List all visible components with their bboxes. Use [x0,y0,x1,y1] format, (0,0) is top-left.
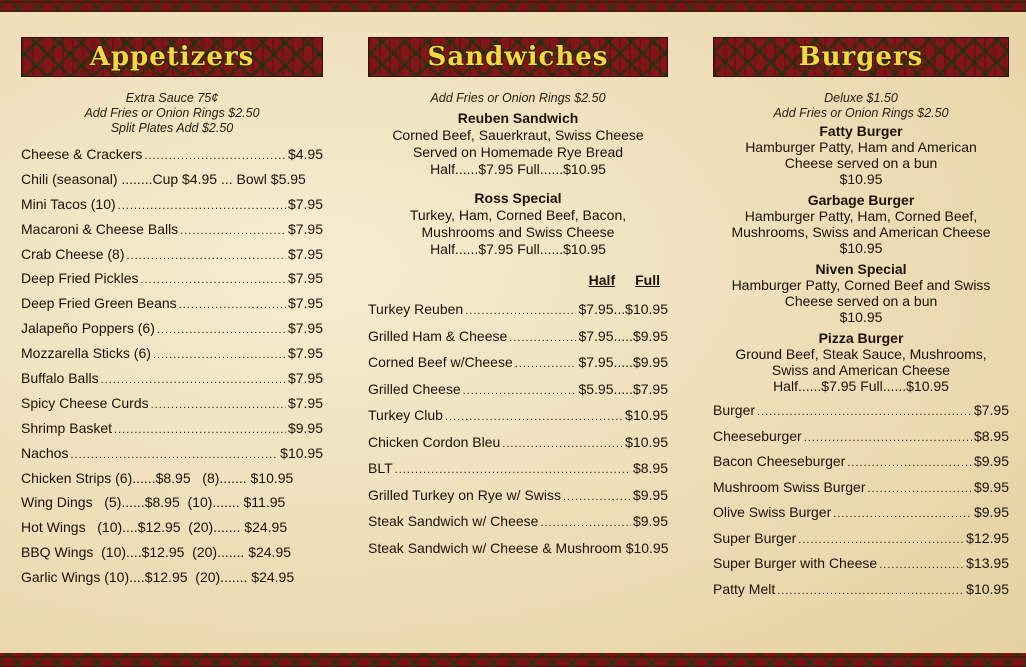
menu-item-price: $4.95 [287,146,323,162]
dot-leader [804,424,972,452]
menu-item-row [21,192,323,217]
full-label: Full [635,272,660,288]
dot-leader [777,577,964,605]
menu-item-price: $8.95 [973,427,1009,444]
menu-item-row [368,296,668,323]
appetizers-column [21,37,323,590]
dot-leader [540,508,631,537]
dot-leader [153,341,286,368]
menu-item-name: Crab Cheese (8) [21,245,125,262]
menu-item-row [21,291,323,316]
menu-item-name: Garlic Wings (10)....$12.95 (20)....... $24.95 [21,569,295,586]
special-item [713,261,1009,325]
appetizers-notes [21,91,323,136]
sandwiches-title: Sandwiches [427,42,609,72]
menu-item-name: Nachos [21,444,69,461]
menu-item-row [713,449,1009,475]
dot-leader [118,192,286,219]
dot-leader [879,551,964,579]
menu-item-price: $10.95 [280,444,323,461]
menu-item-price: $7.95.....$9.95 [578,354,668,370]
menu-item-row [368,429,668,456]
menu-item-name: Super Burger [713,529,797,546]
menu-item-row [368,535,668,562]
dot-leader [502,429,623,458]
dot-leader [179,291,286,318]
appetizers-note: Add Fries or Onion Rings $2.50 [84,106,260,120]
dot-leader [144,142,286,169]
menu-item-name: Mushroom Swiss Burger [713,478,866,495]
special-description: Corned Beef, Sauerkraut, Swiss Cheese [392,127,644,143]
menu-item-price: $9.95 [632,486,668,503]
burgers-list [713,398,1009,602]
special-description: $10.95 [839,240,883,256]
menu-item-price: $9.95 [973,453,1009,469]
menu-item-name: Jalapeño Poppers (6) [21,320,155,337]
menu-item-name: Buffalo Balls [21,370,99,387]
menu-item-name: Cheese & Crackers [21,146,143,162]
burgers-note: Add Fries or Onion Rings $2.50 [773,106,949,120]
menu-item-row [21,540,323,565]
menu-item-price: $12.95 [966,529,1009,546]
menu-item-row [368,508,668,535]
special-title: Garbage Burger [807,192,915,208]
special-item [713,330,1009,394]
menu-item-name: Hot Wings (10)....$12.95 (20)....... $24.95 [21,519,288,536]
tartan-border-bottom [0,653,1026,667]
menu-item-name: BLT [368,460,393,476]
menu-item-name: Shrimp Basket [21,419,113,436]
menu-item-price: $10.95 [625,433,668,450]
burgers-note: Deluxe $1.50 [824,91,898,105]
menu-item-name: Chicken Strips (6)......$8.95 (8)....... $10.95 [21,469,294,486]
menu-item-row [21,490,323,515]
appetizers-banner [21,37,323,77]
special-description: Hamburger Patty, Ham, Corned Beef, [744,208,978,224]
dot-leader [509,323,576,352]
dot-leader [141,266,286,293]
menu-item-row [368,349,668,376]
menu-item-row [713,500,1009,526]
special-description: Hamburger Patty, Ham and American [745,139,977,155]
special-item [713,192,1009,256]
menu-item-name: Steak Sandwich w/ Cheese & Mushroom [368,539,622,556]
special-title: Reuben Sandwich [457,110,579,126]
menu-item-row [21,466,323,491]
special-title: Fatty Burger [819,123,903,139]
menu-item-row [713,475,1009,501]
menu-item-price: $7.95.....$9.95 [578,327,668,344]
menu-item-price: $10.95 [625,407,668,423]
menu-item-row [21,266,323,291]
burgers-title: Burgers [798,42,924,72]
special-description: Served on Homemade Rye Bread [412,144,624,160]
burgers-specials [713,123,1009,394]
menu-item-price: $7.95 [973,402,1009,418]
menu-item-name: Patty Melt [713,580,776,597]
menu-item-row [713,577,1009,603]
dot-leader [833,500,972,528]
special-description: Cheese served on a bun [784,293,938,309]
dot-leader [180,217,286,244]
menu-item-price: $7.95 [287,195,323,212]
special-description: Turkey, Ham, Corned Beef, Bacon, [409,207,627,223]
menu-item-name: BBQ Wings (10)....$12.95 (20)....... $24.95 [21,544,292,561]
tartan-border-top [0,0,1026,12]
special-description: Hamburger Patty, Corned Beef and Swiss [731,277,991,293]
menu-item-name: Chili (seasonal) ........Cup $4.95 ... Bowl $5.95 [21,170,306,187]
menu-item-price: $9.95 [973,478,1009,495]
dot-leader [395,455,631,484]
menu-item-name: Mini Tacos (10) [21,195,116,212]
sandwiches-note: Add Fries or Onion Rings $2.50 [430,91,606,105]
dot-leader [101,366,286,393]
menu-item-price: $9.95 [973,504,1009,520]
dot-leader [114,416,286,443]
menu-item-row [368,455,668,482]
menu-item-name: Grilled Turkey on Rye w/ Swiss [368,486,561,503]
menu-item-name: Spicy Cheese Curds [21,394,149,411]
menu-item-price: $8.95 [632,460,668,476]
dot-leader [70,441,278,468]
dot-leader [465,296,576,325]
menu-item-row [713,424,1009,450]
dot-leader [157,316,286,343]
menu-item-name: Wing Dings (5)......$8.95 (10)....... $11.95 [21,494,286,511]
menu-item-row [713,398,1009,424]
menu-item-name: Deep Fried Pickles [21,270,139,287]
menu-item-name: Steak Sandwich w/ Cheese [368,513,539,529]
special-description: Mushrooms, Swiss and American Cheese [731,224,991,240]
menu-item-price: $5.95.....$7.95 [578,380,668,397]
menu-item-name: Mozzarella Sticks (6) [21,345,151,362]
menu-item-price: $7.95 [287,220,323,237]
menu-item-row [21,217,323,242]
special-title: Ross Special [474,190,562,206]
menu-item-name: Grilled Cheese [368,380,461,397]
menu-item-price: $7.95 [287,270,323,287]
dot-leader [445,402,623,431]
dot-leader [868,475,972,503]
special-title: Pizza Burger [818,330,904,346]
menu-item-row [21,167,323,192]
menu-item-row [713,526,1009,552]
menu-item-row [21,515,323,540]
menu-item-name: Chicken Cordon Bleu [368,433,501,450]
menu-item-name: Burger [713,402,756,418]
menu-item-name: Super Burger with Cheese [713,555,878,571]
special-description: Half......$7.95 Full......$10.95 [773,378,949,394]
menu-item-row [21,316,323,341]
dot-leader [798,526,964,554]
sandwiches-specials [368,110,668,258]
dot-leader [757,398,972,426]
dot-leader [515,349,577,378]
half-full-header [368,272,668,294]
menu-item-price: $7.95 [287,295,323,312]
special-description: Half......$7.95 Full......$10.95 [430,241,606,257]
menu-item-row [21,341,323,366]
menu-item-row [21,366,323,391]
menu-item-row [368,402,668,429]
menu-item-name: Deep Fried Green Beans [21,295,177,312]
menu-item-name: Grilled Ham & Cheese [368,327,508,344]
menu-item-price: $7.95 [287,345,323,362]
sandwiches-column [368,37,668,561]
menu-item-row [21,416,323,441]
burgers-banner [713,37,1009,77]
menu-item-price: $10.95 [625,539,669,556]
special-item [713,123,1009,187]
menu-item-row [713,551,1009,577]
menu-item-price: $9.95 [632,513,668,529]
menu-item-name: Olive Swiss Burger [713,504,832,520]
appetizers-list [21,142,323,590]
sandwiches-banner [368,37,668,77]
special-item [368,190,668,258]
menu-item-price: $7.95...$10.95 [578,301,668,317]
special-item [368,110,668,178]
menu-item-name: Turkey Reuben [368,301,464,317]
menu-item-price: $7.95 [287,394,323,411]
appetizers-title: Appetizers [89,42,255,72]
half-label: Half [588,272,616,288]
special-description: $10.95 [839,171,883,187]
menu-item-name: Bacon Cheeseburger [713,453,846,469]
menu-item-row [21,565,323,590]
special-description: $10.95 [839,309,883,325]
menu-item-row [21,391,323,416]
menu-item-row [21,441,323,466]
menu-item-name: Macaroni & Cheese Balls [21,220,179,237]
dot-leader [127,242,286,269]
menu-item-row [368,323,668,350]
menu-item-name: Cheeseburger [713,427,802,444]
dot-leader [151,391,286,418]
menu-item-price: $7.95 [287,320,323,337]
burgers-notes [713,91,1009,121]
special-description: Mushrooms and Swiss Cheese [421,224,615,240]
special-description: Cheese served on a bun [784,155,938,171]
menu-item-price: $13.95 [966,555,1009,571]
menu-item-name: Turkey Club [368,407,443,423]
menu-item-row [368,376,668,403]
special-description: Half......$7.95 Full......$10.95 [430,161,606,177]
burgers-column [713,37,1009,602]
appetizers-note: Extra Sauce 75¢ [125,91,219,105]
menu-item-price: $10.95 [966,580,1009,597]
dot-leader [463,376,577,405]
menu-item-row [21,242,323,267]
special-description: Swiss and American Cheese [771,362,951,378]
dot-leader [563,482,631,511]
special-description: Ground Beef, Steak Sauce, Mushrooms, [735,346,987,362]
menu-item-price: $9.95 [287,419,323,436]
menu-item-row [368,482,668,509]
special-title: Niven Special [815,261,907,277]
appetizers-note: Split Plates Add $2.50 [110,121,234,135]
menu-item-price: $7.95 [287,370,323,387]
sandwiches-list [368,296,668,561]
menu-item-row [21,142,323,167]
menu-item-name: Corned Beef w/Cheese [368,354,513,370]
dot-leader [847,449,972,477]
menu-item-price: $7.95 [287,245,323,262]
